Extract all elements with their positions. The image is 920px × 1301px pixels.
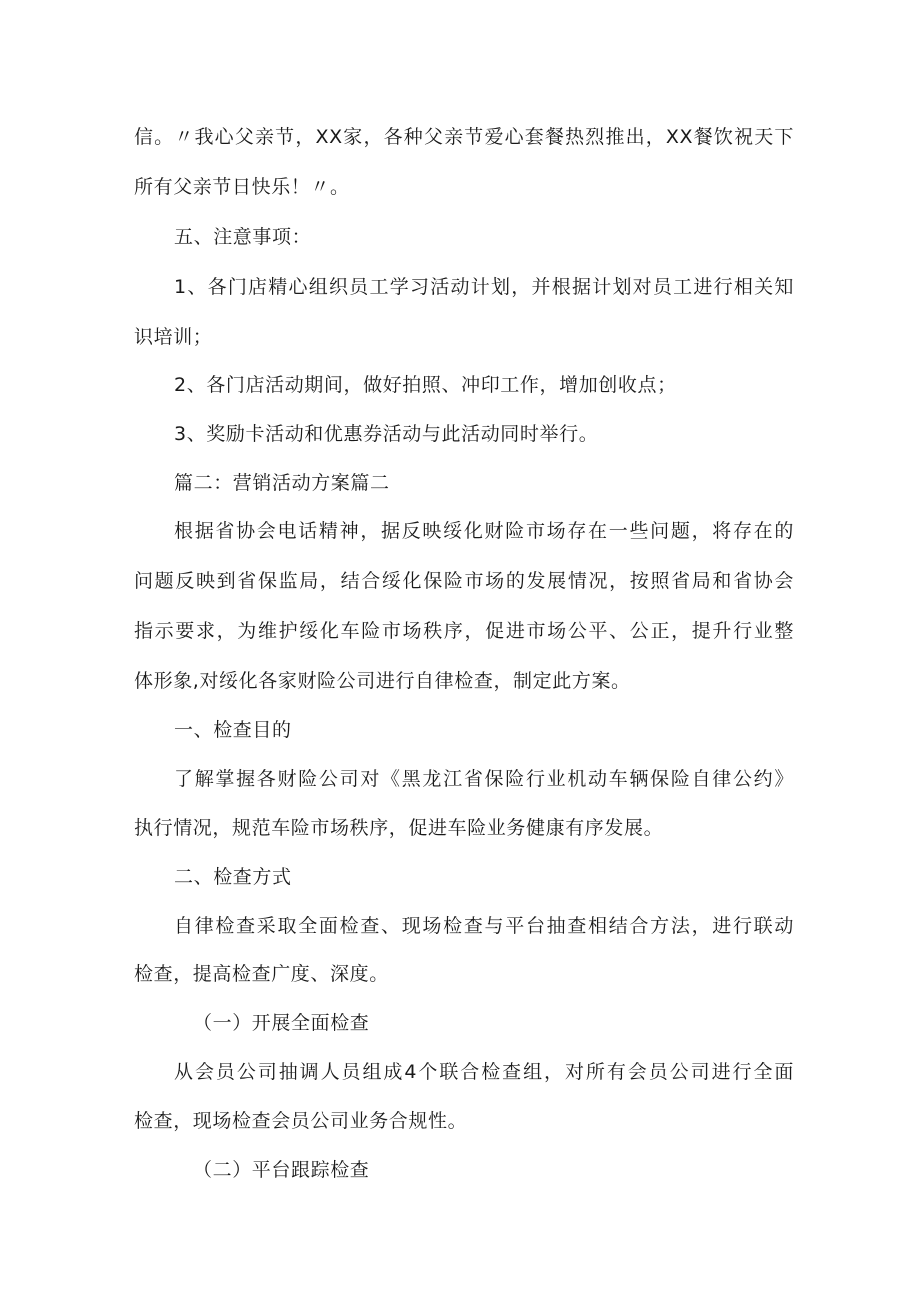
list-item: 3、奖励卡活动和优惠券活动与此活动同时举行。	[174, 423, 599, 445]
text-line: 所有父亲节日快乐！〃。	[134, 176, 350, 198]
text-line: 执行情况，规范车险市场秩序，促进车险业务健康有序发展。	[134, 817, 664, 839]
text-line: 了解掌握各财险公司对《黑龙江省保险行业机动车辆保险自律公约》	[174, 768, 794, 790]
subsection-heading: （一）开展全面检查	[193, 1012, 370, 1034]
text-line: 根据省协会电话精神，据反映绥化财险市场存在一些问题，将存在的	[174, 520, 794, 542]
section-heading: 一、检查目的	[174, 719, 292, 741]
text-line: 检查，提高检查广度、深度。	[134, 963, 389, 985]
text-line: 自律检查采取全面检查、现场检查与平台抽查相结合方法，进行联动	[174, 915, 794, 937]
text-line: 体形象,对绥化各家财险公司进行自律检查，制定此方案。	[134, 670, 631, 692]
text-line: 信。〃我心父亲节，XX家，各种父亲节爱心套餐热烈推出，XX餐饮祝天下	[134, 126, 794, 148]
list-item: 1、各门店精心组织员工学习活动计划，并根据计划对员工进行相关知	[174, 276, 794, 298]
text-line: 检查，现场检查会员公司业务合规性。	[134, 1110, 468, 1132]
text-line: 问题反映到省保监局，结合绥化保险市场的发展情况，按照省局和省协会	[134, 570, 794, 592]
text-line: 识培训；	[134, 326, 213, 348]
list-item: 2、各门店活动期间，做好拍照、冲印工作，增加创收点；	[174, 374, 677, 396]
section-heading: 五、注意事项：	[174, 226, 312, 248]
text-line: 从会员公司抽调人员组成4个联合检查组，对所有会员公司进行全面	[174, 1061, 794, 1083]
subsection-heading: （二）平台跟踪检查	[193, 1159, 370, 1181]
section-heading: 二、检查方式	[174, 866, 292, 888]
section-heading: 篇二：营销活动方案篇二	[174, 472, 390, 494]
text-line: 指示要求，为维护绥化车险市场秩序，促进市场公平、公正，提升行业整	[134, 620, 794, 642]
